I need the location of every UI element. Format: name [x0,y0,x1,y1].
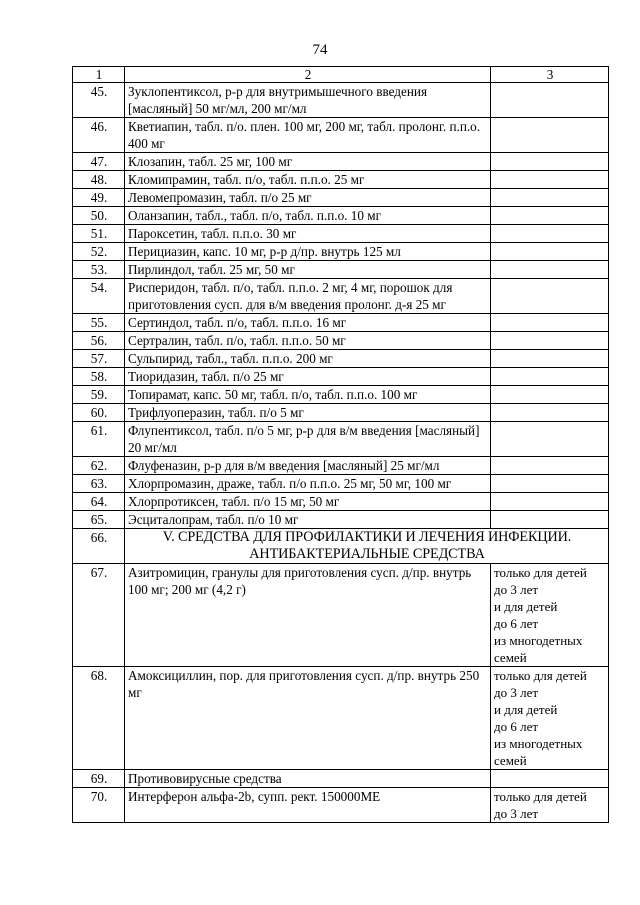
drug-description: Хлорпротиксен, табл. п/о 15 мг, 50 мг [125,493,491,511]
row-number: 55. [73,314,125,332]
table-row [73,493,609,511]
drug-description: Трифлуоперазин, табл. п/о 5 мг [125,404,491,422]
row-number: 45. [73,83,125,118]
drug-description: Тиоридазин, табл. п/о 25 мг [125,368,491,386]
row-note [491,225,609,243]
drug-description: Зуклопентиксол, р-р для внутримышечного введения [масляный] 50 мг/мл, 200 мг/мл [125,83,491,118]
table-row [73,279,609,314]
drug-description: Левомепромазин, табл. п/о 25 мг [125,189,491,207]
drug-description: Оланзапин, табл., табл. п/о, табл. п.п.о. 10 мг [125,207,491,225]
table-row [73,422,609,457]
row-note [491,564,609,667]
drug-description: Кветиапин, табл. п/о. плен. 100 мг, 200 мг, табл. пролонг. п.п.о. 400 мг [125,118,491,153]
row-note [491,386,609,404]
row-number: 54. [73,279,125,314]
drug-description: Флуфеназин, р-р для в/м введения [масляный] 25 мг/мл [125,457,491,475]
row-note [491,83,609,118]
note-line: из многодетных [494,633,583,648]
table-row [73,667,609,770]
drug-description: Хлорпромазин, драже, табл. п/о п.п.о. 25 мг, 50 мг, 100 мг [125,475,491,493]
row-number: 68. [73,667,125,770]
drug-description: Флупентиксол, табл. п/о 5 мг, р-р для в/м введения [масляный] 20 мг/мл [125,422,491,457]
table-row [73,457,609,475]
table-row [73,511,609,529]
row-note [491,261,609,279]
row-number: 50. [73,207,125,225]
note-line: до 3 лет [494,806,539,821]
row-note [491,243,609,261]
table-row [73,171,609,189]
table-row [73,404,609,422]
row-number: 56. [73,332,125,350]
note-line: семей [494,753,527,768]
drug-list-table [72,66,609,823]
note-line: только для детей [494,565,587,580]
row-number: 65. [73,511,125,529]
drug-description: Пирлиндол, табл. 25 мг, 50 мг [125,261,491,279]
drug-description: Сертралин, табл. п/о, табл. п.п.о. 50 мг [125,332,491,350]
note-line: только для детей [494,668,587,683]
row-note [491,153,609,171]
table-row [73,350,609,368]
row-number: 46. [73,118,125,153]
table-row [73,118,609,153]
row-number: 60. [73,404,125,422]
note-line: до 3 лет [494,582,539,597]
row-note [491,788,609,823]
row-number: 52. [73,243,125,261]
section-header-row [73,529,609,564]
table-row [73,189,609,207]
table-row [73,261,609,279]
table-row [73,207,609,225]
row-number: 57. [73,350,125,368]
drug-description: Кломипрамин, табл. п/о, табл. п.п.о. 25 мг [125,171,491,189]
row-number: 69. [73,770,125,788]
row-note [491,511,609,529]
row-note [491,404,609,422]
row-note [491,279,609,314]
drug-description: Пароксетин, табл. п.п.о. 30 мг [125,225,491,243]
row-note [491,770,609,788]
table-row [73,153,609,171]
row-number: 58. [73,368,125,386]
row-number: 53. [73,261,125,279]
section-title: V. СРЕДСТВА ДЛЯ ПРОФИЛАКТИКИ И ЛЕЧЕНИЯ ИНФЕКЦИИ. АНТИБАКТЕРИАЛЬНЫЕ СРЕДСТВА [125,529,609,564]
drug-description: Амоксициллин, пор. для приготовления сусп. д/пр. внутрь 250 мг [125,667,491,770]
row-note [491,350,609,368]
drug-description: Рисперидон, табл. п/о, табл. п.п.о. 2 мг, 4 мг, порошок для приготовления сусп. для в/м введения пролонг. д-я 25 мг [125,279,491,314]
row-number: 47. [73,153,125,171]
table-row [73,314,609,332]
row-number: 63. [73,475,125,493]
note-line: до 6 лет [494,616,539,631]
row-note [491,422,609,457]
row-number: 61. [73,422,125,457]
table-row [73,386,609,404]
row-note [491,475,609,493]
row-number: 66. [73,529,125,564]
table-row [73,770,609,788]
row-number: 64. [73,493,125,511]
note-line: из многодетных [494,736,583,751]
row-number: 62. [73,457,125,475]
row-note [491,332,609,350]
table-row [73,332,609,350]
note-line: и для детей [494,702,558,717]
table-row [73,368,609,386]
table-row [73,475,609,493]
row-number: 67. [73,564,125,667]
column-header-number: 1 [73,67,125,83]
row-note [491,368,609,386]
table-header-row [73,67,609,83]
drug-description: Клозапин, табл. 25 мг, 100 мг [125,153,491,171]
drug-description: Азитромицин, гранулы для приготовления сусп. д/пр. внутрь 100 мг; 200 мг (4,2 г) [125,564,491,667]
drug-description: Интерферон альфа-2b, супп. рект. 150000МЕ [125,788,491,823]
drug-description: Эсциталопрам, табл. п/о 10 мг [125,511,491,529]
table-row [73,225,609,243]
table-row [73,243,609,261]
note-line: семей [494,650,527,665]
row-note [491,207,609,225]
page-number: 74 [312,42,328,58]
drug-description: Перициазин, капс. 10 мг, р-р д/пр. внутрь 125 мл [125,243,491,261]
row-note [491,314,609,332]
row-number: 48. [73,171,125,189]
row-note [491,189,609,207]
note-line: до 3 лет [494,685,539,700]
drug-description: Сульпирид, табл., табл. п.п.о. 200 мг [125,350,491,368]
row-number: 70. [73,788,125,823]
column-header-drug: 2 [125,67,491,83]
row-note [491,171,609,189]
row-note [491,118,609,153]
table-row [73,83,609,118]
table-row [73,788,609,823]
note-line: и для детей [494,599,558,614]
column-header-note: 3 [491,67,609,83]
row-note [491,493,609,511]
row-number: 59. [73,386,125,404]
drug-description: Топирамат, капс. 50 мг, табл. п/о, табл. п.п.о. 100 мг [125,386,491,404]
row-number: 49. [73,189,125,207]
drug-description: Противовирусные средства [125,770,491,788]
row-note [491,457,609,475]
row-number: 51. [73,225,125,243]
note-line: до 6 лет [494,719,539,734]
drug-description: Сертиндол, табл. п/о, табл. п.п.о. 16 мг [125,314,491,332]
note-line: только для детей [494,789,587,804]
table-row [73,564,609,667]
row-note [491,667,609,770]
